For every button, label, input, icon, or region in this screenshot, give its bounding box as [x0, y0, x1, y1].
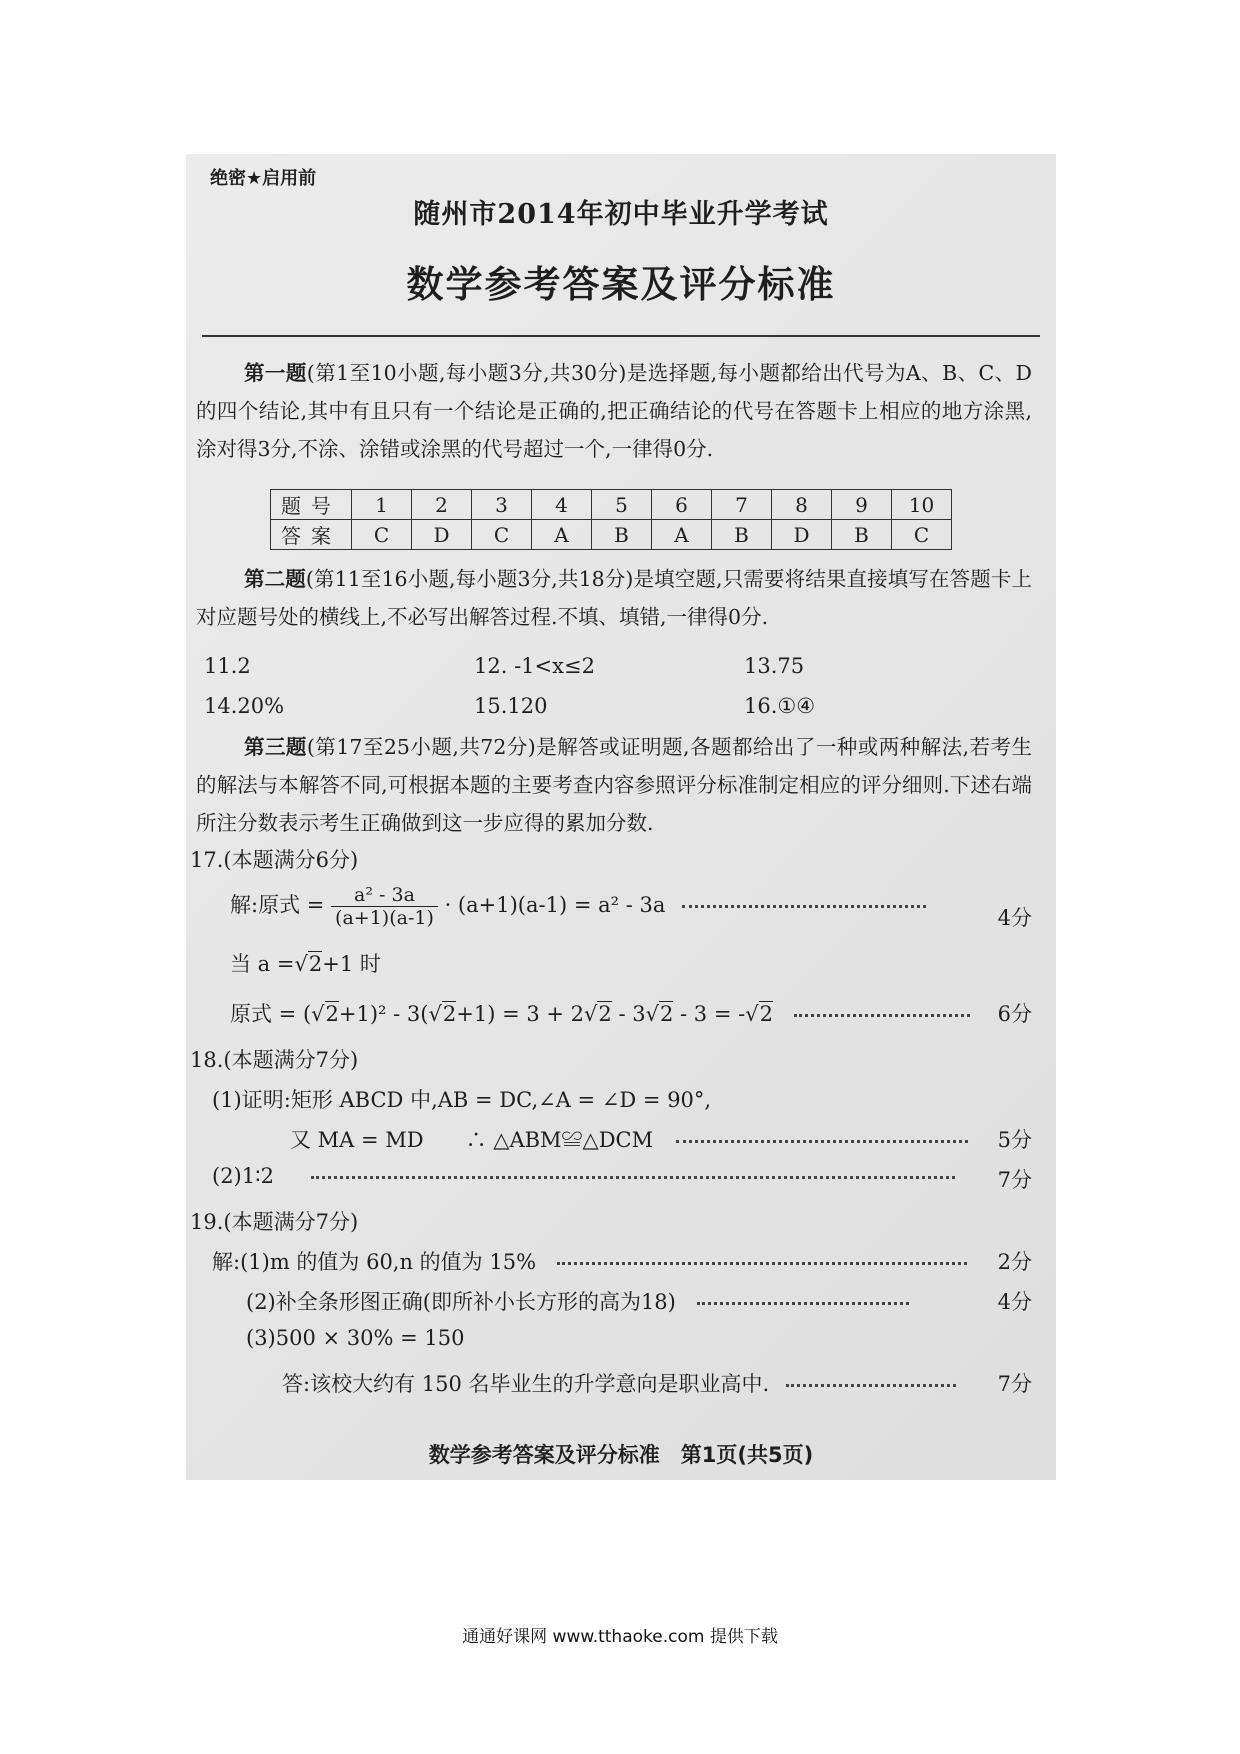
- table-cell: 6: [652, 490, 712, 520]
- leader-dots: [557, 1262, 967, 1265]
- exam-title: 随州市2014年初中毕业升学考试: [413, 199, 829, 230]
- q19-line4: [282, 1368, 1044, 1398]
- q19-line1: [212, 1246, 1044, 1276]
- score: 6分: [997, 1002, 1032, 1026]
- table-cell: D: [412, 520, 472, 550]
- table-cell: C: [472, 520, 532, 550]
- fraction: [331, 884, 438, 929]
- table-cell: 4: [532, 490, 592, 520]
- fill-answer: 15.120: [474, 694, 548, 718]
- q18-text: 又 MA = MD ∴ △ABM≌△DCM: [290, 1128, 654, 1152]
- table-cell: 9: [832, 490, 892, 520]
- download-credit: 通通好课网 www.tthaoke.com 提供下载: [462, 1627, 778, 1647]
- q19-text: 解:(1)m 的值为 60,n 的值为 15%: [212, 1250, 537, 1274]
- table-cell: 8: [772, 490, 832, 520]
- q17-text: +1) = 3 + 2: [456, 1002, 585, 1026]
- fraction-numerator: a² - 3a: [331, 884, 438, 907]
- scanned-page: [186, 154, 1056, 1480]
- table-cell: 10: [892, 490, 952, 520]
- q17-text: - 3: [611, 1002, 646, 1026]
- table-row: [271, 490, 952, 520]
- radicand: 2: [442, 1002, 457, 1026]
- part1-text: (第1至10小题,每小题3分,共30分)是选择题,每小题都给出代号为A、B、C、D的四个结论,其中有且只有一个结论是正确的,把正确结论的代号在答题卡上相应的地方涂黑,涂对得3分,不涂、涂错或涂黑的代号超过一个,一律得0分.: [196, 361, 1032, 461]
- part1-lead: 第一题: [244, 361, 307, 385]
- part3-lead: 第三题: [244, 735, 307, 759]
- q19-heading: 19.(本题满分7分): [190, 1210, 359, 1234]
- score: 7分: [997, 1372, 1032, 1396]
- radicand: 2: [659, 1002, 674, 1026]
- radicand: 2: [598, 1002, 612, 1026]
- score: 2分: [997, 1250, 1032, 1274]
- part2-instructions: [196, 560, 1032, 636]
- confidential-mark: 绝密★启用前: [210, 168, 317, 189]
- document-title: 数学参考答案及评分标准: [406, 263, 836, 306]
- table-cell: 1: [352, 490, 412, 520]
- leader-dots: [676, 1140, 968, 1143]
- leader-dots: [682, 905, 926, 908]
- fill-answer: 13.75: [744, 654, 805, 678]
- score: 4分: [997, 1290, 1032, 1314]
- table-cell: 5: [592, 490, 652, 520]
- part1-instructions: [196, 354, 1032, 468]
- q17-line2: 当 a =√2+1 时: [230, 952, 381, 976]
- answer-table: [270, 489, 952, 550]
- score: 7分: [997, 1168, 1032, 1192]
- table-cell: A: [532, 520, 592, 550]
- q19-text: 答:该校大约有 150 名毕业生的升学意向是职业高中.: [282, 1372, 770, 1396]
- q17-heading: 17.(本题满分6分): [190, 848, 359, 872]
- q17-line1: [230, 884, 1044, 929]
- table-row: [271, 520, 952, 550]
- q18-line2: [290, 1124, 1044, 1154]
- score: 5分: [997, 1128, 1032, 1152]
- part2-text: (第11至16小题,每小题3分,共18分)是填空题,只需要将结果直接填写在答题卡上对应题号处的横线上,不必写出解答过程.不填、填错,一律得0分.: [196, 567, 1033, 629]
- table-header-answer: 答案: [271, 520, 352, 550]
- q17-text: 原式 = (: [230, 1002, 312, 1026]
- q18-line3: [212, 1164, 1044, 1192]
- table-cell: A: [652, 520, 712, 550]
- table-header-number: 题号: [271, 490, 352, 520]
- q17-suffix: · (a+1)(a-1) = a² - 3a: [444, 893, 666, 917]
- table-cell: B: [592, 520, 652, 550]
- q17-text: +1 时: [322, 952, 381, 976]
- radicand: 2: [325, 1002, 339, 1026]
- title-divider: [202, 335, 1040, 337]
- leader-dots: [794, 1014, 970, 1017]
- q18-heading: 18.(本题满分7分): [190, 1048, 359, 1072]
- q17-prefix: 解:原式 =: [230, 893, 325, 917]
- q17-text: - 3 = -: [673, 1002, 746, 1026]
- radicand: 2: [759, 1002, 773, 1026]
- table-cell: 7: [712, 490, 772, 520]
- q17-text: 当 a =: [230, 952, 295, 976]
- q18-text: (2)1∶2: [212, 1164, 274, 1188]
- leader-dots: [697, 1302, 909, 1305]
- leader-dots: [311, 1176, 955, 1179]
- score: 4分: [997, 906, 1032, 930]
- part2-lead: 第二题: [244, 567, 306, 591]
- table-cell: C: [352, 520, 412, 550]
- fill-answer: 11.2: [204, 654, 251, 678]
- fill-answer: 12. -1<x≤2: [474, 654, 595, 678]
- q19-text: (2)补全条形图正确(即所补小长方形的高为18): [246, 1290, 676, 1314]
- table-cell: 2: [412, 490, 472, 520]
- table-cell: B: [832, 520, 892, 550]
- leader-dots: [786, 1384, 956, 1387]
- table-cell: C: [892, 520, 952, 550]
- table-cell: B: [712, 520, 772, 550]
- q18-line1: (1)证明:矩形 ABCD 中,AB = DC,∠A = ∠D = 90°,: [212, 1088, 712, 1112]
- table-cell: 3: [472, 490, 532, 520]
- q17-text: +1)² - 3(: [338, 1002, 429, 1026]
- q19-line3: (3)500 × 30% = 150: [246, 1326, 465, 1350]
- radicand: 2: [308, 952, 323, 976]
- part3-text: (第17至25小题,共72分)是解答或证明题,各题都给出了一种或两种解法,若考生的解法与本解答不同,可根据本题的主要考查内容参照评分标准制定相应的评分细则.下述右端所注分数表示考生正确做到这一步应得的累加分数.: [196, 735, 1032, 835]
- fraction-denominator: (a+1)(a-1): [335, 907, 434, 929]
- table-cell: D: [772, 520, 832, 550]
- fill-answer: 16.①④: [744, 694, 816, 718]
- q19-line2: [246, 1286, 1044, 1316]
- page-footer: 数学参考答案及评分标准 第1页(共5页): [428, 1443, 814, 1467]
- part3-instructions: [196, 728, 1032, 842]
- q17-line3: 原式 = (√2+1)² - 3(√2+1) = 3 + 2√2 - 3√2 - 3 = -√2 6分: [230, 998, 1044, 1028]
- fill-answer: 14.20%: [204, 694, 285, 718]
